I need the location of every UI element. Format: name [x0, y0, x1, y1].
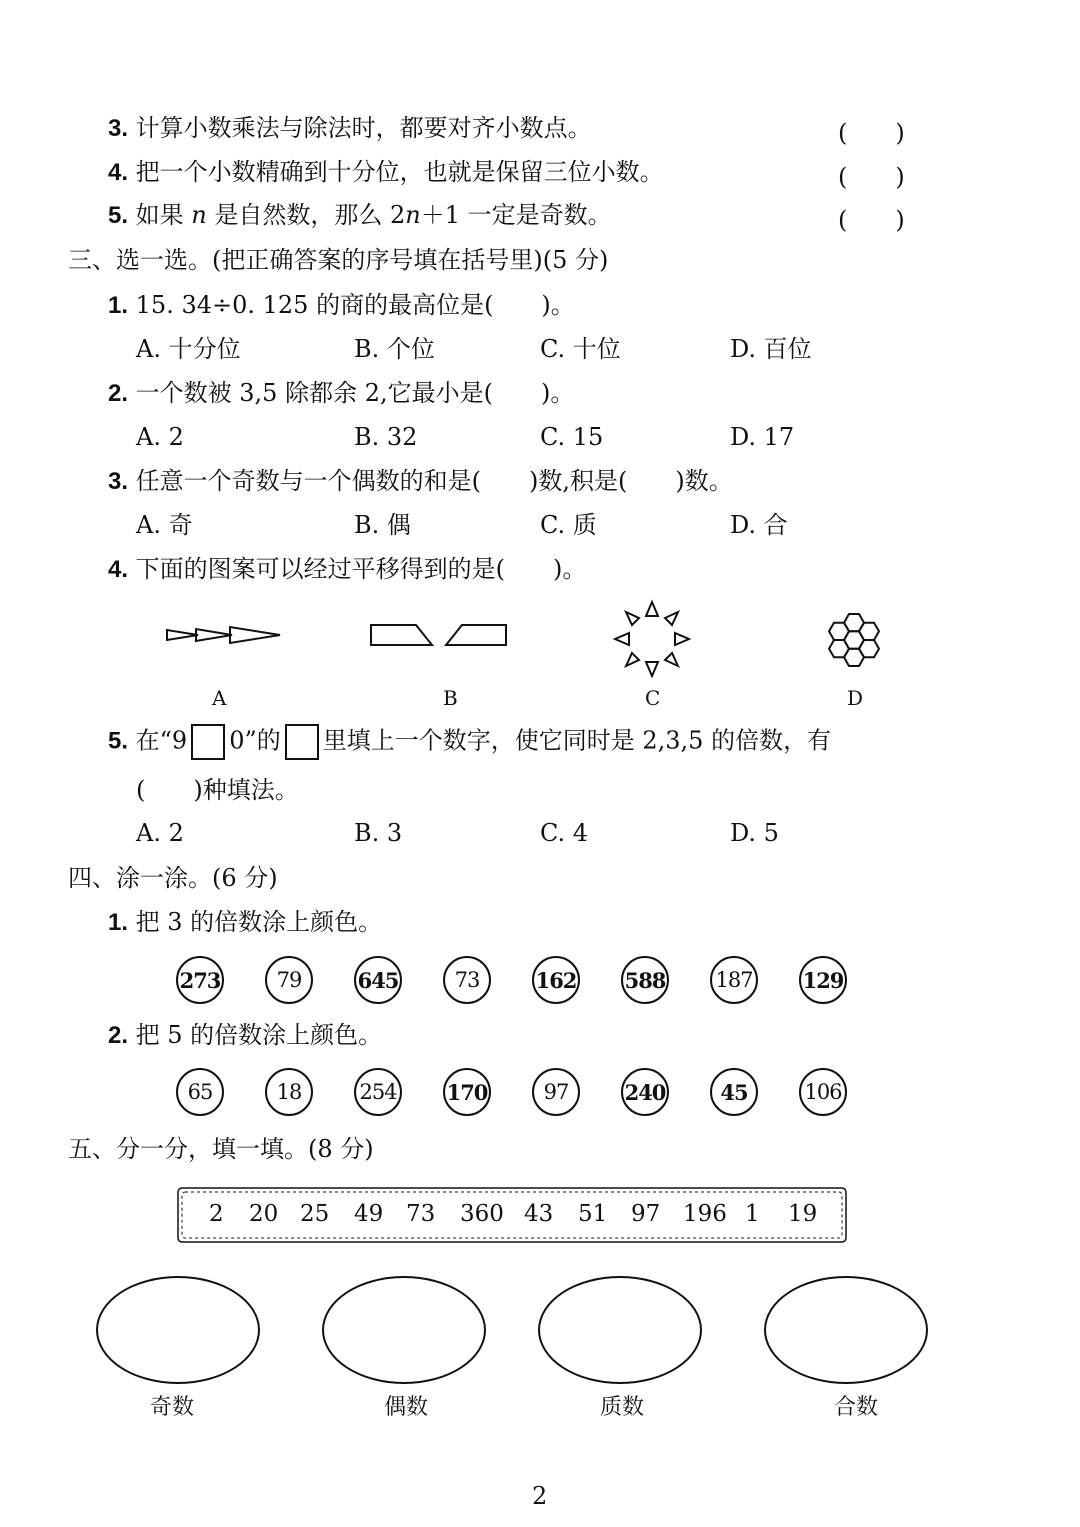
number-circle[interactable]: 97	[532, 1068, 580, 1116]
number-item[interactable]: 20	[249, 1201, 279, 1227]
answer-paren-4[interactable]: ( )	[838, 163, 905, 191]
choose-q4	[108, 554, 586, 585]
group-oval[interactable]	[764, 1276, 928, 1384]
variable-n: n	[191, 201, 207, 229]
item-text: 一个数被 3,5 除都余 2,它最小是( )。	[135, 379, 575, 407]
number-circle[interactable]: 254	[354, 1068, 402, 1116]
q5-option-d[interactable]: D. 5	[730, 819, 779, 847]
number-circle[interactable]: 129	[799, 956, 847, 1004]
group-label: 质数	[600, 1395, 645, 1420]
choose-q3	[108, 466, 733, 497]
number-item[interactable]: 196	[683, 1201, 727, 1227]
shape-d-hexagons-icon[interactable]	[818, 608, 890, 672]
number-item[interactable]: 51	[578, 1201, 608, 1227]
group-label: 偶数	[384, 1395, 429, 1420]
item-text-c: ＋1 一定是奇数。	[420, 201, 612, 229]
q5-option-a[interactable]: A. 2	[136, 819, 184, 847]
number-item[interactable]: 25	[300, 1201, 330, 1227]
hexagon	[859, 640, 879, 657]
group-label: 合数	[834, 1395, 879, 1420]
item-text-c: 里填上一个数字，使它同时是 2,3,5 的倍数，有	[322, 726, 832, 755]
item-number: 1.	[108, 909, 129, 936]
q1-option-c[interactable]: C. 十位	[540, 335, 621, 363]
item-text-b: 0”的	[229, 726, 281, 755]
color-q2	[108, 1020, 382, 1051]
number-circle[interactable]: 18	[265, 1068, 313, 1116]
q3-option-d[interactable]: D. 合	[730, 511, 788, 539]
hexagon	[859, 623, 879, 640]
judge-item-4	[108, 157, 664, 188]
q3-option-a[interactable]: A. 奇	[136, 511, 193, 539]
hexagon	[829, 640, 849, 657]
number-circle[interactable]: 187	[710, 956, 758, 1004]
choose-q1	[108, 290, 575, 321]
item-text: 把 5 的倍数涂上颜色。	[135, 1021, 383, 1049]
item-number: 2.	[108, 380, 129, 407]
section-3-title: 三、选一选。(把正确答案的序号填在括号里)(5 分)	[68, 246, 609, 274]
item-number: 4.	[108, 556, 129, 583]
shape-label-b: B	[443, 686, 458, 710]
number-circle[interactable]: 73	[443, 956, 491, 1004]
item-number: 5.	[108, 202, 129, 229]
group-oval[interactable]	[322, 1276, 486, 1384]
q3-option-b[interactable]: B. 偶	[354, 511, 411, 539]
item-number: 2.	[108, 1022, 129, 1049]
q1-option-d[interactable]: D. 百位	[730, 335, 812, 363]
number-item[interactable]: 49	[354, 1201, 384, 1227]
q2-option-a[interactable]: A. 2	[136, 423, 184, 451]
q2-option-b[interactable]: B. 32	[354, 423, 418, 451]
shape-label-d: D	[847, 686, 864, 710]
q1-option-b[interactable]: B. 个位	[354, 335, 435, 363]
item-text: 把 3 的倍数涂上颜色。	[135, 908, 383, 936]
group-oval[interactable]	[96, 1276, 260, 1384]
number-item[interactable]: 1	[745, 1201, 760, 1227]
q5-option-c[interactable]: C. 4	[540, 819, 589, 847]
item-number: 1.	[108, 292, 129, 319]
item-text: 计算小数乘法与除法时，都要对齐小数点。	[135, 114, 592, 142]
page-number: 2	[532, 1482, 548, 1510]
number-circle[interactable]: 162	[532, 956, 580, 1004]
judge-item-3	[108, 113, 592, 144]
number-circle[interactable]: 79	[265, 956, 313, 1004]
answer-paren-3[interactable]: ( )	[838, 119, 905, 147]
color-q1	[108, 907, 382, 938]
shape-label-c: C	[645, 686, 661, 710]
number-circle[interactable]: 645	[354, 956, 402, 1004]
section-5-title: 五、分一分，填一填。(8 分)	[68, 1135, 374, 1163]
number-item[interactable]: 19	[788, 1201, 818, 1227]
number-circle[interactable]: 65	[176, 1068, 224, 1116]
q5-option-b[interactable]: B. 3	[354, 819, 403, 847]
number-circle[interactable]: 240	[621, 1068, 669, 1116]
item-text: 15. 34÷0. 125 的商的最高位是( )。	[135, 291, 575, 319]
choose-q5-continued: ( )种填法。	[136, 776, 299, 804]
number-item[interactable]: 360	[460, 1201, 504, 1227]
group-oval[interactable]	[538, 1276, 702, 1384]
q3-option-c[interactable]: C. 质	[540, 511, 597, 539]
item-text: 把一个小数精确到十分位，也就是保留三位小数。	[135, 158, 664, 186]
q2-option-c[interactable]: C. 15	[540, 423, 604, 451]
section-4-title: 四、涂一涂。(6 分)	[68, 864, 278, 892]
shape-label-a: A	[212, 686, 227, 710]
item-number: 3.	[108, 115, 129, 142]
number-item[interactable]: 73	[406, 1201, 436, 1227]
number-circle[interactable]: 170	[443, 1068, 491, 1116]
item-number: 5.	[108, 727, 129, 755]
number-item[interactable]: 2	[209, 1201, 224, 1227]
number-item[interactable]: 43	[524, 1201, 554, 1227]
shape-a-triangles-icon[interactable]	[160, 620, 286, 650]
digit-box[interactable]	[285, 724, 319, 760]
number-circle[interactable]: 106	[799, 1068, 847, 1116]
shape-b-trapezoids-icon[interactable]	[366, 620, 512, 650]
item-text-a: 如果	[135, 201, 192, 229]
number-circle[interactable]: 273	[176, 956, 224, 1004]
hexagon	[829, 623, 849, 640]
item-text: 下面的图案可以经过平移得到的是( )。	[135, 555, 587, 583]
item-text-a: 在“9	[135, 726, 188, 755]
shape-c-sun-triangles-icon[interactable]	[610, 598, 694, 680]
item-text-b: 是自然数，那么 2	[206, 201, 406, 229]
item-number: 4.	[108, 159, 129, 186]
digit-box[interactable]	[191, 724, 225, 760]
judge-item-5	[108, 200, 612, 231]
group-label: 奇数	[150, 1395, 195, 1420]
item-number: 3.	[108, 468, 129, 495]
choose-q5	[108, 724, 831, 760]
variable-n: n	[405, 201, 421, 229]
item-text: 任意一个奇数与一个偶数的和是( )数,积是( )数。	[135, 467, 733, 495]
choose-q2	[108, 378, 574, 409]
number-circle[interactable]: 45	[710, 1068, 758, 1116]
q1-option-a[interactable]: A. 十分位	[136, 335, 241, 363]
number-item[interactable]: 97	[631, 1201, 661, 1227]
q2-option-d[interactable]: D. 17	[730, 423, 795, 451]
answer-paren-5[interactable]: ( )	[838, 206, 905, 234]
number-circle[interactable]: 588	[621, 956, 669, 1004]
